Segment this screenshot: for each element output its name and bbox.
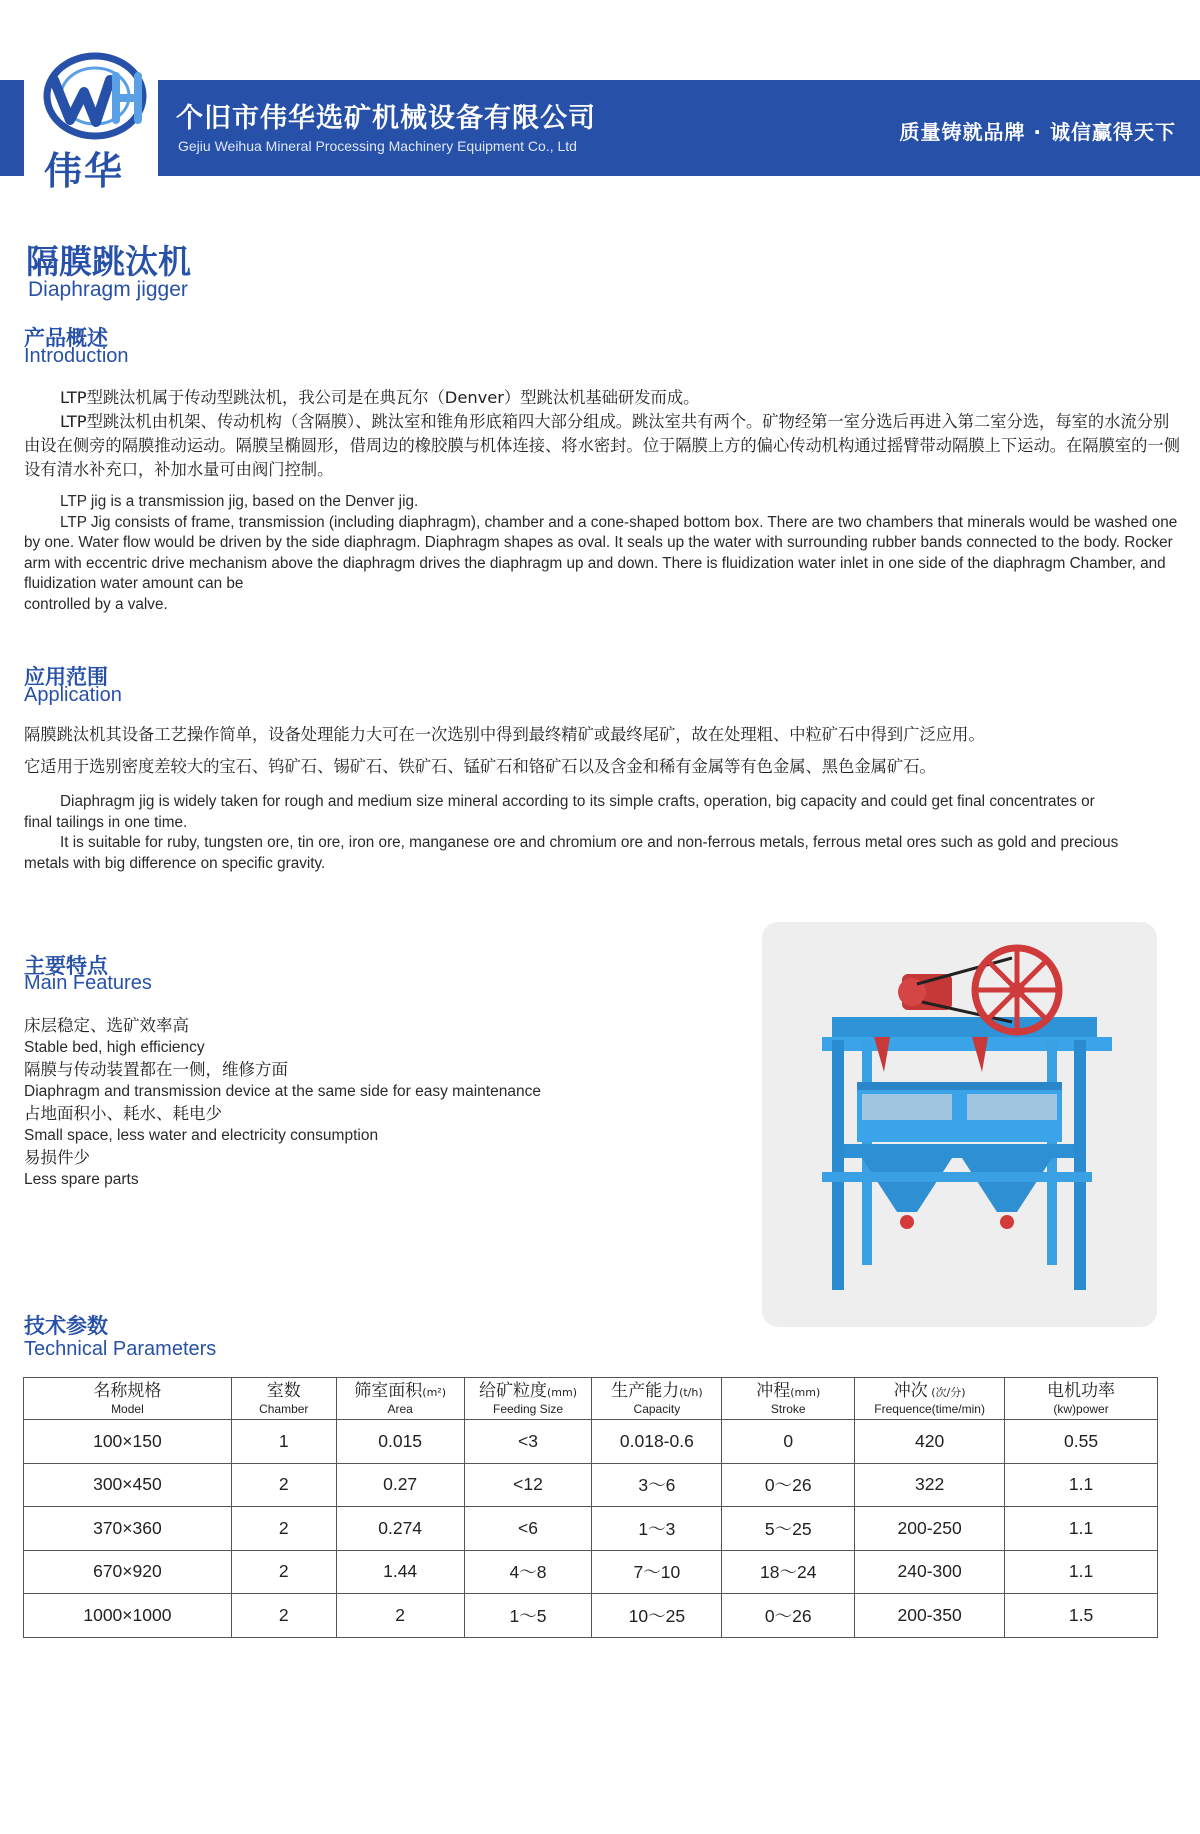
- column-header-unit: (mm): [547, 1385, 578, 1399]
- column-header: [1005, 1378, 1158, 1420]
- table-cell: 300×450: [24, 1463, 232, 1507]
- paragraph: 它适用于选别密度差较大的宝石、钨矿石、锡矿石、铁矿石、锰矿石和铬矿石以及含金和稀有金属等有色金属、黑色金属矿石。: [24, 757, 936, 776]
- table-cell: 0.015: [336, 1420, 464, 1464]
- company-slogan: 质量铸就品牌 · 诚信赢得天下: [899, 120, 1176, 144]
- application-text-en: [24, 792, 1120, 874]
- column-header-en: Model: [111, 1401, 144, 1416]
- table-cell: 1.1: [1005, 1507, 1158, 1551]
- table-cell: 10～25: [592, 1594, 722, 1638]
- table-cell: 2: [231, 1594, 336, 1638]
- application-heading-cn: 应用范围: [24, 665, 108, 689]
- table-cell: 0: [722, 1420, 855, 1464]
- column-header-cn: 名称规格: [93, 1380, 162, 1401]
- intro-heading-cn: 产品概述: [24, 326, 108, 350]
- table-cell: 2: [231, 1463, 336, 1507]
- params-heading-en: Technical Parameters: [24, 1338, 217, 1360]
- table-cell: 0～26: [722, 1594, 855, 1638]
- product-photo: [762, 922, 1157, 1327]
- table-cell: 370×360: [24, 1507, 232, 1551]
- table-row: [24, 1507, 1158, 1551]
- paragraph: controlled by a valve.: [24, 595, 168, 613]
- column-header-unit: (mm): [790, 1385, 821, 1399]
- table-row: [24, 1463, 1158, 1507]
- table-cell: 240-300: [855, 1550, 1005, 1594]
- column-header: [855, 1378, 1005, 1420]
- product-title-cn: 隔膜跳汰机: [26, 242, 191, 281]
- intro-text-cn: [24, 386, 1180, 482]
- table-cell: <12: [464, 1463, 592, 1507]
- paragraph: 隔膜跳汰机其设备工艺操作简单，设备处理能力大可在一次选别中得到最终精矿或最终尾矿，故在处理粗、中粒矿石中得到广泛应用。: [24, 725, 985, 744]
- application-text-cn: [24, 723, 1180, 779]
- column-header-cn: 冲程: [756, 1380, 791, 1401]
- column-header-en: Area: [387, 1401, 413, 1416]
- table-cell: <6: [464, 1507, 592, 1551]
- table-cell: 1.44: [336, 1550, 464, 1594]
- paragraph: LTP型跳汰机由机架、传动机构（含隔膜）、跳汰室和锥角形底箱四大部分组成。跳汰室共有两个。矿物经第一室分选后再进入第二室分选，每室的水流分别由设在侧旁的隔膜推动运动。隔膜呈椭圆形，借周边的橡胶膜与机体连接、将水密封。位于隔膜上方的偏心传动机构通过摇臂带动隔膜上下运动。在隔膜室的一侧设有清水补充口，补加水量可由阀门控制。: [24, 412, 1180, 479]
- params-heading-cn: 技术参数: [24, 1314, 108, 1338]
- column-header-en: (kw)power: [1053, 1401, 1109, 1416]
- features-heading-en: Main Features: [24, 972, 152, 994]
- table-cell: 0.274: [336, 1507, 464, 1551]
- table-cell: 1～3: [592, 1507, 722, 1551]
- features-heading-cn: 主要特点: [24, 954, 108, 978]
- column-header-en: Stroke: [770, 1401, 806, 1416]
- table-cell: 2: [231, 1550, 336, 1594]
- table-cell: 0.55: [1005, 1420, 1158, 1464]
- paragraph: LTP jig is a transmission jig, based on the Denver jig.: [60, 493, 419, 510]
- table-cell: 200-250: [855, 1507, 1005, 1551]
- table-cell: 1000×1000: [24, 1594, 232, 1638]
- table-cell: 420: [855, 1420, 1005, 1464]
- page-header: [0, 0, 1200, 210]
- application-heading-en: Application: [24, 684, 122, 706]
- column-header-en: Chamber: [259, 1401, 309, 1416]
- column-header-cn: 生产能力: [611, 1380, 680, 1401]
- feature-en: Small space, less water and electricity consumption: [24, 1127, 379, 1144]
- column-header-cn: 给矿粒度: [479, 1380, 547, 1401]
- feature-cn: 隔膜与传动装置都在一侧，维修方面: [24, 1060, 288, 1079]
- paragraph: LTP Jig consists of frame, transmission (including diaphragm), chamber and a cone-shaped bottom box. There are two chambers that minerals would be washed one by one. Water flow would be driven by the side diaphragm. Diaphragm shapes as oval. It seals up the water with surrounding rubber bands connected to the body. Rocker arm with eccentric drive mechanism above the diaphragm drives the diaphragm up and down. There is fluidization water inlet in one side of the diaphragm Chamber, and fluidization water amount can be: [24, 513, 1178, 592]
- column-header: [592, 1378, 722, 1420]
- table-cell: 200-350: [855, 1594, 1005, 1638]
- table-row: [24, 1550, 1158, 1594]
- table-cell: 7～10: [592, 1550, 722, 1594]
- table-cell: <3: [464, 1420, 592, 1464]
- column-header-en: Capacity: [633, 1401, 681, 1416]
- column-header-cn: 室数: [266, 1380, 301, 1401]
- table-cell: 18～24: [722, 1550, 855, 1594]
- header-left-stripe: [0, 80, 24, 176]
- intro-heading-en: Introduction: [24, 345, 129, 367]
- table-cell: 2: [336, 1594, 464, 1638]
- table-cell: 670×920: [24, 1550, 232, 1594]
- table-cell: 0～26: [722, 1463, 855, 1507]
- table-cell: 100×150: [24, 1420, 232, 1464]
- table-cell: 2: [231, 1507, 336, 1551]
- table-cell: 1.5: [1005, 1594, 1158, 1638]
- table-cell: 322: [855, 1463, 1005, 1507]
- table-cell: 0.018-0.6: [592, 1420, 722, 1464]
- column-header: [231, 1378, 336, 1420]
- logo-text: 伟华: [44, 149, 125, 193]
- column-header-cn: 冲次: [893, 1380, 928, 1401]
- feature-en: Stable bed, high efficiency: [24, 1039, 205, 1056]
- table-header-row: [24, 1378, 1158, 1420]
- column-header-unit: (t/h): [679, 1385, 703, 1399]
- paragraph: It is suitable for ruby, tungsten ore, tin ore, iron ore, manganese ore and chromium ore and non-ferrous metals, ferrous metal ores such as gold and precious metals with big difference on specific gravity.: [24, 834, 1119, 872]
- product-title-en: Diaphragm jigger: [28, 278, 188, 301]
- table-cell: 4～8: [464, 1550, 592, 1594]
- table-cell: 1.1: [1005, 1463, 1158, 1507]
- technical-parameters-table: [23, 1377, 1158, 1638]
- column-header-en: Feeding Size: [492, 1401, 564, 1416]
- diaphragm-jig-machine-illustration: [762, 922, 1157, 1327]
- paragraph: Diaphragm jig is widely taken for rough and medium size mineral according to its simple crafts, operation, big capacity and could get final concentrates or final tailings in one time.: [24, 793, 1095, 831]
- table-row: [24, 1420, 1158, 1464]
- table-cell: 1.1: [1005, 1550, 1158, 1594]
- feature-en: Diaphragm and transmission device at the same side for easy maintenance: [24, 1083, 541, 1100]
- column-header-unit: (m²): [422, 1385, 446, 1399]
- company-name-cn: 个旧市伟华选矿机械设备有限公司: [176, 103, 596, 134]
- column-header: [336, 1378, 464, 1420]
- features-list: [24, 1015, 724, 1191]
- feature-cn: 床层稳定、选矿效率高: [24, 1016, 189, 1035]
- column-header-cn: 电机功率: [1047, 1380, 1116, 1401]
- column-header: [464, 1378, 592, 1420]
- column-header: [722, 1378, 855, 1420]
- table-cell: 1～5: [464, 1594, 592, 1638]
- column-header-cn: 筛室面积: [354, 1380, 423, 1401]
- column-header-unit: (次/分): [927, 1385, 966, 1399]
- paragraph: LTP型跳汰机属于传动型跳汰机，我公司是在典瓦尔（Denver）型跳汰机基础研发而成。: [60, 388, 700, 407]
- column-header: [24, 1378, 232, 1420]
- feature-en: Less spare parts: [24, 1171, 139, 1188]
- table-cell: 5～25: [722, 1507, 855, 1551]
- table-row: [24, 1594, 1158, 1638]
- table-cell: 3～6: [592, 1463, 722, 1507]
- feature-cn: 占地面积小、耗水、耗电少: [24, 1104, 222, 1123]
- table-cell: 1: [231, 1420, 336, 1464]
- column-header-en: Frequence(time/min): [874, 1401, 985, 1416]
- feature-cn: 易损件少: [24, 1148, 90, 1167]
- company-name-en: Gejiu Weihua Mineral Processing Machinery Equipment Co., Ltd: [178, 138, 577, 154]
- intro-text-en: [24, 492, 1180, 615]
- table-cell: 0.27: [336, 1463, 464, 1507]
